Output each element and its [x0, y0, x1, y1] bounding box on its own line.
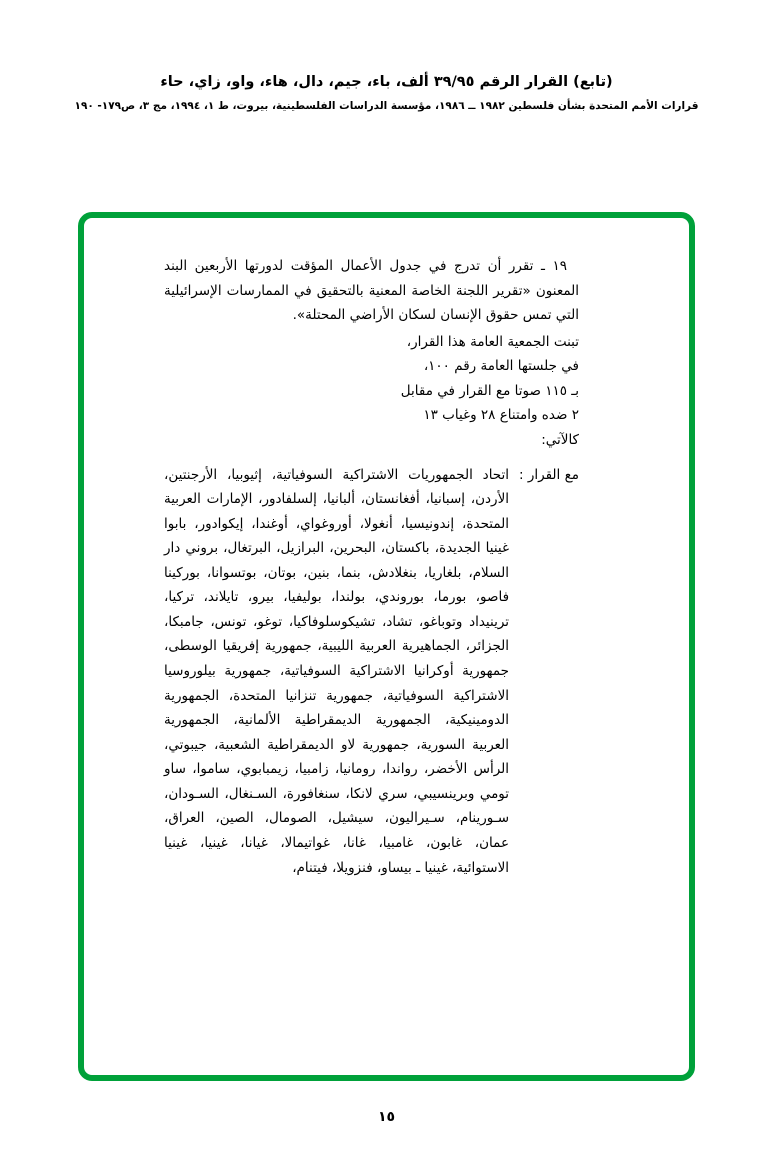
page-header	[0, 72, 773, 112]
vote-line-2: ٢ ضده وامتناع ٢٨ وغياب ١٣	[423, 407, 579, 424]
header-source-citation: قرارات الأمم المتحدة بشأن فلسطين ١٩٨٢ ــ ١٩٨٦، مؤسسة الدراسات الفلسطينية، بيروت، ط ١، ١٩٩٤، مج ٣، ص١٧٩- ١٩٠	[74, 99, 699, 112]
vote-line-1: بـ ١١٥ صوتا مع القرار في مقابل	[400, 382, 579, 399]
adoption-line-1: تبنت الجمعية العامة هذا القرار،	[406, 333, 579, 350]
paragraph-19: ١٩ ـ تقرر أن تدرج في جدول الأعمال المؤقت لدورتها الأربعين البند المعنون «تقرير اللجنة الخاصة المعنية بالتحقيق في الممارسات الإسرائيلية التي تمس حقوق الإنسان لسكان الأراضي المحتلة».	[164, 258, 579, 324]
adoption-note	[164, 330, 579, 379]
vote-line-3: كالآتي:	[541, 431, 579, 448]
document-body	[164, 254, 579, 880]
green-content-frame	[78, 212, 695, 1081]
vote-tally	[164, 379, 579, 453]
adoption-line-2: في جلستها العامة رقم ١٠٠،	[423, 358, 579, 375]
in-favour-countries: اتحاد الجمهوريات الاشتراكية السوفياتية، إثيوبيا، الأرجنتين، الأردن، إسبانيا، أفغانستان، ألبانيا، إلسلفادور، الإمارات العربية المتحدة، إندونيسيا، أنغولا، أوروغواي، أوغندا، إيكوادور، بابوا غينيا الجديدة، باكستان، البحرين، البرازيل، البرتغال، بروني دار السلام، بلغاريا، بنغلادش، بنما، بنين، بوتان، بوتسوانا، بوركينا فاصو، بورما، بوروندي، بولندا، بوليفيا، بيرو، تايلاند، تركيا، ترينيداد وتوباغو، تشاد، تشيكوسلوفاكيا، توغو، تونس، جامبكا، الجزائر، الجماهيرية العربية الليبية، جمهورية إفريقيا الوسطى، جمهورية أوكرانيا الاشتراكية السوفياتية، جمهورية بيلوروسيا الاشتراكية السوفياتية، جمهورية تنزانيا المتحدة، الجمهورية الدومينيكية، الجمهورية الديمقراطية الألمانية، الجمهورية العربية السورية، جمهورية لاو الديمقراطية الشعبية، جيبوتي، الرأس الأخضر، رواندا، رومانيا، زامبيا، زيمبابوي، ساموا، ساو تومي وبرينسيبي، سري لانكا، سنغافورة، السـنغال، السـودان، سـورينام، سـيراليون، سيشيل، الصومال، الصين، العراق، عمان، غابون، غامبيا، غانا، غواتيمالا، غيانا، غينيا، غينيا الاستوائية، غينيا ـ بيساو، فنزويلا، فيتنام،	[164, 466, 510, 876]
in-favour-label: مع القرار :	[519, 466, 579, 483]
page-number: ١٥	[377, 1109, 396, 1125]
in-favour-section	[164, 463, 579, 881]
document-page	[0, 72, 773, 1161]
header-title: (تابع) القرار الرقم ٣٩/٩٥ ألف، باء، جيم، دال، هاء، واو، زاي، حاء	[160, 74, 613, 90]
